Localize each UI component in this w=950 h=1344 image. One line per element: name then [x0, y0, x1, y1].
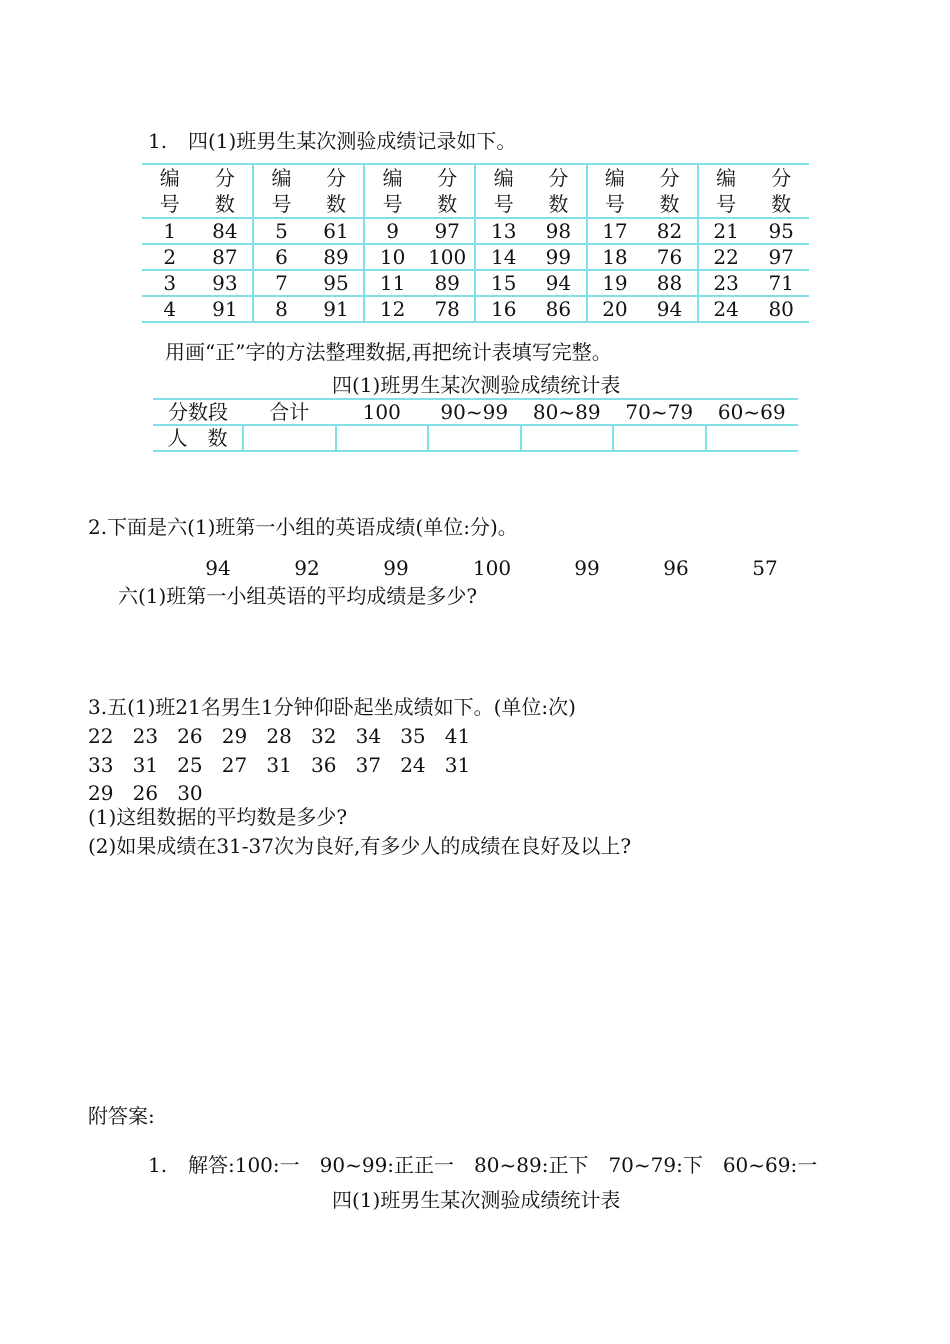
id-cell: 22 — [698, 244, 754, 270]
score-cell: 94 — [531, 270, 587, 296]
header-char: 号 — [382, 192, 403, 216]
id-cell: 6 — [253, 244, 309, 270]
q2-question: 六(1)班第一小组英语的平均成绩是多少? — [118, 584, 478, 608]
answer-1-table-title: 四(1)班男生某次测验成绩统计表 — [332, 1188, 621, 1212]
q3-data-value: 36 — [311, 753, 337, 777]
score-cell: 89 — [420, 270, 476, 296]
header-cell — [698, 164, 754, 218]
header-cell — [420, 164, 476, 218]
table-row — [142, 218, 809, 244]
header-char: 号 — [604, 192, 625, 216]
id-cell: 13 — [475, 218, 531, 244]
q3-data-value: 26 — [132, 781, 159, 805]
header-char: 编 — [604, 166, 625, 190]
q2-score-value: 99 — [383, 556, 409, 580]
id-cell: 1 — [142, 218, 198, 244]
q3-sub-question-2: (2)如果成绩在31-37次为良好,有多少人的成绩在良好及以上? — [88, 834, 632, 858]
q3-data-value: 24 — [400, 753, 426, 777]
blank-cell — [243, 425, 336, 451]
stat-header-cell: 60~69 — [706, 399, 799, 425]
id-cell: 23 — [698, 270, 754, 296]
header-char: 分 — [771, 166, 792, 190]
score-cell: 95 — [753, 218, 809, 244]
q3-data-value: 29 — [221, 724, 248, 748]
q1-record-table — [142, 163, 809, 323]
header-cell — [531, 164, 587, 218]
header-char: 数 — [326, 192, 347, 216]
score-cell: 61 — [309, 218, 365, 244]
answer-1-text: 解答:100:一 90~99:正正一 80~89:正下 70~79:下 60~69:一 — [188, 1153, 818, 1177]
answer-1-number: 1. — [148, 1153, 168, 1177]
q3-data-value: 34 — [355, 724, 382, 748]
blank-cell — [336, 425, 429, 451]
header-char: 分 — [326, 166, 347, 190]
score-cell: 87 — [198, 244, 254, 270]
table-row — [142, 296, 809, 322]
score-cell: 97 — [420, 218, 476, 244]
answers-heading: 附答案: — [88, 1104, 155, 1128]
score-cell: 91 — [198, 296, 254, 322]
header-char: 编 — [493, 166, 514, 190]
q2-score-value: 94 — [205, 556, 231, 580]
id-cell: 3 — [142, 270, 198, 296]
q2-score-value: 92 — [294, 556, 320, 580]
header-cell — [198, 164, 254, 218]
id-cell: 17 — [587, 218, 643, 244]
score-cell: 99 — [531, 244, 587, 270]
q3-data-value: 35 — [400, 724, 426, 748]
q3-data-value: 29 — [88, 781, 114, 805]
header-char: 号 — [716, 192, 737, 216]
q3-data-value: 41 — [444, 724, 471, 748]
stat-header-cell: 合计 — [243, 399, 336, 425]
score-cell: 94 — [642, 296, 698, 322]
q1-stat-table-title: 四(1)班男生某次测验成绩统计表 — [332, 373, 621, 397]
q1-number: 1. — [148, 129, 168, 153]
id-cell: 11 — [364, 270, 420, 296]
header-char: 编 — [382, 166, 403, 190]
q3-data-value: 31 — [444, 753, 471, 777]
header-char: 号 — [271, 192, 292, 216]
table-row — [142, 244, 809, 270]
id-cell: 4 — [142, 296, 198, 322]
id-cell: 21 — [698, 218, 754, 244]
q1-stat-table — [153, 398, 798, 452]
q3-data-value: 28 — [266, 724, 292, 748]
header-char: 编 — [716, 166, 737, 190]
header-cell — [587, 164, 643, 218]
table-header-row — [153, 399, 798, 425]
q2-score-value: 96 — [663, 556, 689, 580]
q3-data-value: 31 — [132, 753, 159, 777]
q3-data-value: 37 — [355, 753, 382, 777]
table-row — [153, 425, 798, 451]
id-cell: 12 — [364, 296, 420, 322]
q3-data-value: 31 — [266, 753, 292, 777]
id-cell: 15 — [475, 270, 531, 296]
q3-data-value: 25 — [177, 753, 203, 777]
header-char: 号 — [493, 192, 514, 216]
q2-score-value: 100 — [472, 556, 512, 580]
header-char: 数 — [437, 192, 458, 216]
header-cell — [364, 164, 420, 218]
id-cell: 18 — [587, 244, 643, 270]
q3-data-value: 33 — [88, 753, 114, 777]
header-char: 编 — [271, 166, 292, 190]
header-char: 数 — [659, 192, 680, 216]
id-cell: 19 — [587, 270, 643, 296]
q3-data-value: 32 — [311, 724, 337, 748]
q1-instruction: 用画“正”字的方法整理数据,再把统计表填写完整。 — [165, 340, 612, 364]
header-char: 分 — [548, 166, 569, 190]
q3-data-value: 27 — [221, 753, 248, 777]
q2-title: 2.下面是六(1)班第一小组的英语成绩(单位:分)。 — [88, 515, 518, 539]
score-cell: 76 — [642, 244, 698, 270]
score-cell: 95 — [309, 270, 365, 296]
score-cell: 97 — [753, 244, 809, 270]
header-char: 分 — [659, 166, 680, 190]
score-cell: 93 — [198, 270, 254, 296]
score-cell: 80 — [753, 296, 809, 322]
header-char: 数 — [214, 192, 235, 216]
id-cell: 2 — [142, 244, 198, 270]
stat-header-cell: 100 — [336, 399, 429, 425]
stat-row-label: 人 数 — [153, 425, 243, 451]
header-cell — [753, 164, 809, 218]
id-cell: 20 — [587, 296, 643, 322]
q2-score-value: 99 — [574, 556, 600, 580]
stat-header-cell: 分数段 — [153, 399, 243, 425]
stat-header-cell: 70~79 — [613, 399, 706, 425]
table-row — [142, 270, 809, 296]
table-header-row — [142, 164, 809, 218]
id-cell: 7 — [253, 270, 309, 296]
score-cell: 98 — [531, 218, 587, 244]
id-cell: 24 — [698, 296, 754, 322]
stat-header-cell: 90~99 — [428, 399, 521, 425]
q3-data-value: 30 — [177, 781, 203, 805]
score-cell: 88 — [642, 270, 698, 296]
header-cell — [642, 164, 698, 218]
header-char: 号 — [159, 192, 180, 216]
score-cell: 89 — [309, 244, 365, 270]
blank-cell — [613, 425, 706, 451]
blank-cell — [428, 425, 521, 451]
q3-data-value: 23 — [132, 724, 159, 748]
score-cell: 78 — [420, 296, 476, 322]
q1-title: 四(1)班男生某次测验成绩记录如下。 — [188, 129, 517, 153]
blank-cell — [706, 425, 799, 451]
score-cell: 71 — [753, 270, 809, 296]
header-cell — [253, 164, 309, 218]
score-cell: 86 — [531, 296, 587, 322]
score-cell: 91 — [309, 296, 365, 322]
q3-data-value: 22 — [88, 724, 114, 748]
id-cell: 8 — [253, 296, 309, 322]
id-cell: 5 — [253, 218, 309, 244]
q3-sub-question-1: (1)这组数据的平均数是多少? — [88, 805, 348, 829]
q2-score-value: 57 — [752, 556, 778, 580]
id-cell: 16 — [475, 296, 531, 322]
stat-header-cell: 80~89 — [521, 399, 614, 425]
id-cell: 10 — [364, 244, 420, 270]
blank-cell — [521, 425, 614, 451]
header-cell — [309, 164, 365, 218]
header-char: 数 — [548, 192, 569, 216]
score-cell: 100 — [420, 244, 476, 270]
header-char: 编 — [159, 166, 180, 190]
q3-data-value: 26 — [177, 724, 203, 748]
id-cell: 9 — [364, 218, 420, 244]
header-cell — [142, 164, 198, 218]
id-cell: 14 — [475, 244, 531, 270]
header-char: 分 — [437, 166, 458, 190]
header-char: 分 — [214, 166, 235, 190]
score-cell: 84 — [198, 218, 254, 244]
header-cell — [475, 164, 531, 218]
header-char: 数 — [771, 192, 792, 216]
score-cell: 82 — [642, 218, 698, 244]
q3-title: 3.五(1)班21名男生1分钟仰卧起坐成绩如下。(单位:次) — [88, 695, 576, 719]
